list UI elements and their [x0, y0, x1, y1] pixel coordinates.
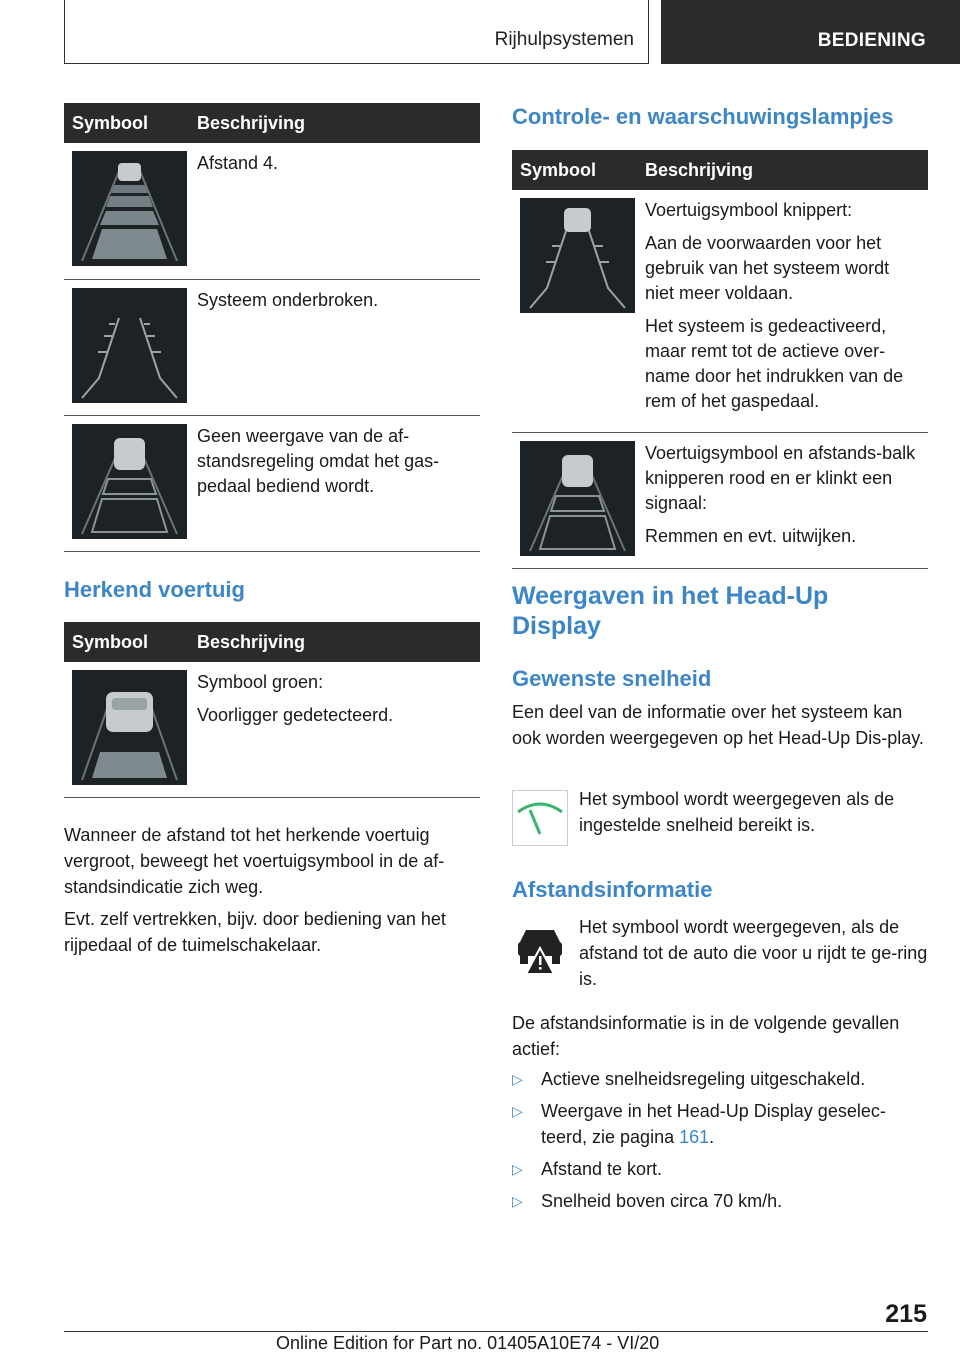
- row-text: Geen weergave van de af-standsregeling omdat het gas-pedaal bediend wordt.: [197, 425, 440, 496]
- symbol-table-distance: [64, 103, 480, 552]
- system-interrupted-icon: [72, 288, 187, 403]
- header-chapter-box: [64, 0, 649, 64]
- row-text: Voertuigsymbool knippert:: [645, 200, 853, 220]
- symbol-table-vehicle: [64, 622, 480, 798]
- speed-paragraph: Een deel van de informatie over het systeem kan ook worden weergegeven op het Head-Up Dis-play.: [512, 702, 924, 748]
- paragraph: Wanneer de afstand tot het herkende voertuig vergroot, beweegt het voertuigsymbool in de af-standsindicatie zich weg.: [64, 825, 445, 897]
- paragraph: Evt. zelf vertrekken, bijv. door bediening van het rijpedaal of de tuimelschakelaar.: [64, 909, 446, 955]
- row-text: Afstand 4.: [197, 153, 279, 173]
- page-number: 215: [885, 1300, 927, 1328]
- body-text-left: [64, 822, 480, 964]
- table-row: [512, 190, 928, 433]
- col-description: Beschrijving: [187, 103, 480, 143]
- row-text: Remmen en evt. uitwijken.: [645, 526, 857, 546]
- bullet-triangle-icon: ▷: [512, 1193, 523, 1209]
- list-item: ▷ Snelheid boven circa 70 km/h.: [512, 1188, 928, 1214]
- distance-paragraph: De afstandsinformatie is in de volgende gevallen actief:: [512, 1013, 900, 1059]
- heading-desired-speed: Gewenste snelheid: [512, 666, 712, 691]
- footer-edition: Online Edition for Part no. 01405A10E74 - VI/20: [276, 1333, 660, 1353]
- header-section: BEDIENING: [817, 30, 926, 51]
- row-text: Voertuigsymbool en afstands-balk knipperen rood en er klinkt een signaal:: [645, 443, 916, 513]
- col-symbol: Symbool: [512, 150, 635, 190]
- header-chapter: Rijhulpsystemen: [494, 29, 634, 50]
- vehicle-symbol-flashing-icon: [520, 198, 635, 313]
- distance-icon-text: Het symbool wordt weergegeven, als de afstand tot de auto die voor u rijdt te ge-ring is.: [579, 917, 928, 989]
- list-item: ▷ Actieve snelheidsregeling uitgeschakeld.: [512, 1066, 928, 1092]
- col-symbol: Symbool: [64, 103, 187, 143]
- heading-hud: Weergaven in het Head-Up Display: [512, 582, 829, 640]
- list-item: ▷ Afstand te kort.: [512, 1156, 928, 1182]
- row-text: Aan de voorwaarden voor het gebruik van het systeem wordt niet meer voldaan.: [645, 233, 890, 303]
- distance-conditions-list: [512, 1066, 928, 1220]
- speed-icon-row: [512, 786, 928, 846]
- heading-recognized-vehicle: Herkend voertuig: [64, 577, 245, 602]
- table-row: [512, 433, 928, 569]
- bullet-triangle-icon: ▷: [512, 1071, 523, 1087]
- list-item: ▷ Weergave in het Head-Up Display geselec-teerd, zie pagina 161.: [512, 1098, 928, 1150]
- distance-icon-row: [512, 914, 928, 994]
- vehicle-detected-icon: [72, 670, 187, 785]
- row-text: Systeem onderbroken.: [197, 289, 379, 310]
- bullet-triangle-icon: ▷: [512, 1103, 523, 1119]
- distance-4-icon: [72, 151, 187, 266]
- speed-icon-text: Het symbool wordt weergegeven als de ingestelde snelheid bereikt is.: [579, 789, 895, 835]
- vehicle-distance-red-icon: [520, 441, 635, 556]
- table-row: [64, 415, 480, 551]
- symbol-table-indicators: [512, 150, 928, 569]
- heading-distance-info: Afstandsinformatie: [512, 877, 713, 902]
- row-text: Symbool groen:: [197, 672, 324, 692]
- col-symbol: Symbool: [64, 622, 187, 662]
- bullet-triangle-icon: ▷: [512, 1161, 523, 1177]
- no-distance-display-icon: [72, 424, 187, 539]
- header-section-box: [661, 0, 960, 64]
- page-link[interactable]: 161: [679, 1127, 710, 1147]
- row-text: Voorligger gedetecteerd.: [197, 705, 394, 725]
- table-row: [64, 279, 480, 415]
- table-row: [64, 143, 480, 279]
- hud-speed-reached-icon: [512, 790, 568, 846]
- table-row: [64, 662, 480, 797]
- col-description: Beschrijving: [635, 150, 928, 190]
- footer-divider: [64, 1331, 928, 1332]
- col-description: Beschrijving: [187, 622, 480, 662]
- row-text: Het systeem is gedeactiveerd, maar remt tot de actieve over-name door het indrukken van de rem of het gaspedaal.: [645, 316, 904, 411]
- heading-indicator-lamps: Controle- en waarschuwingslampjes: [512, 104, 894, 129]
- hud-distance-warning-icon: [512, 920, 568, 976]
